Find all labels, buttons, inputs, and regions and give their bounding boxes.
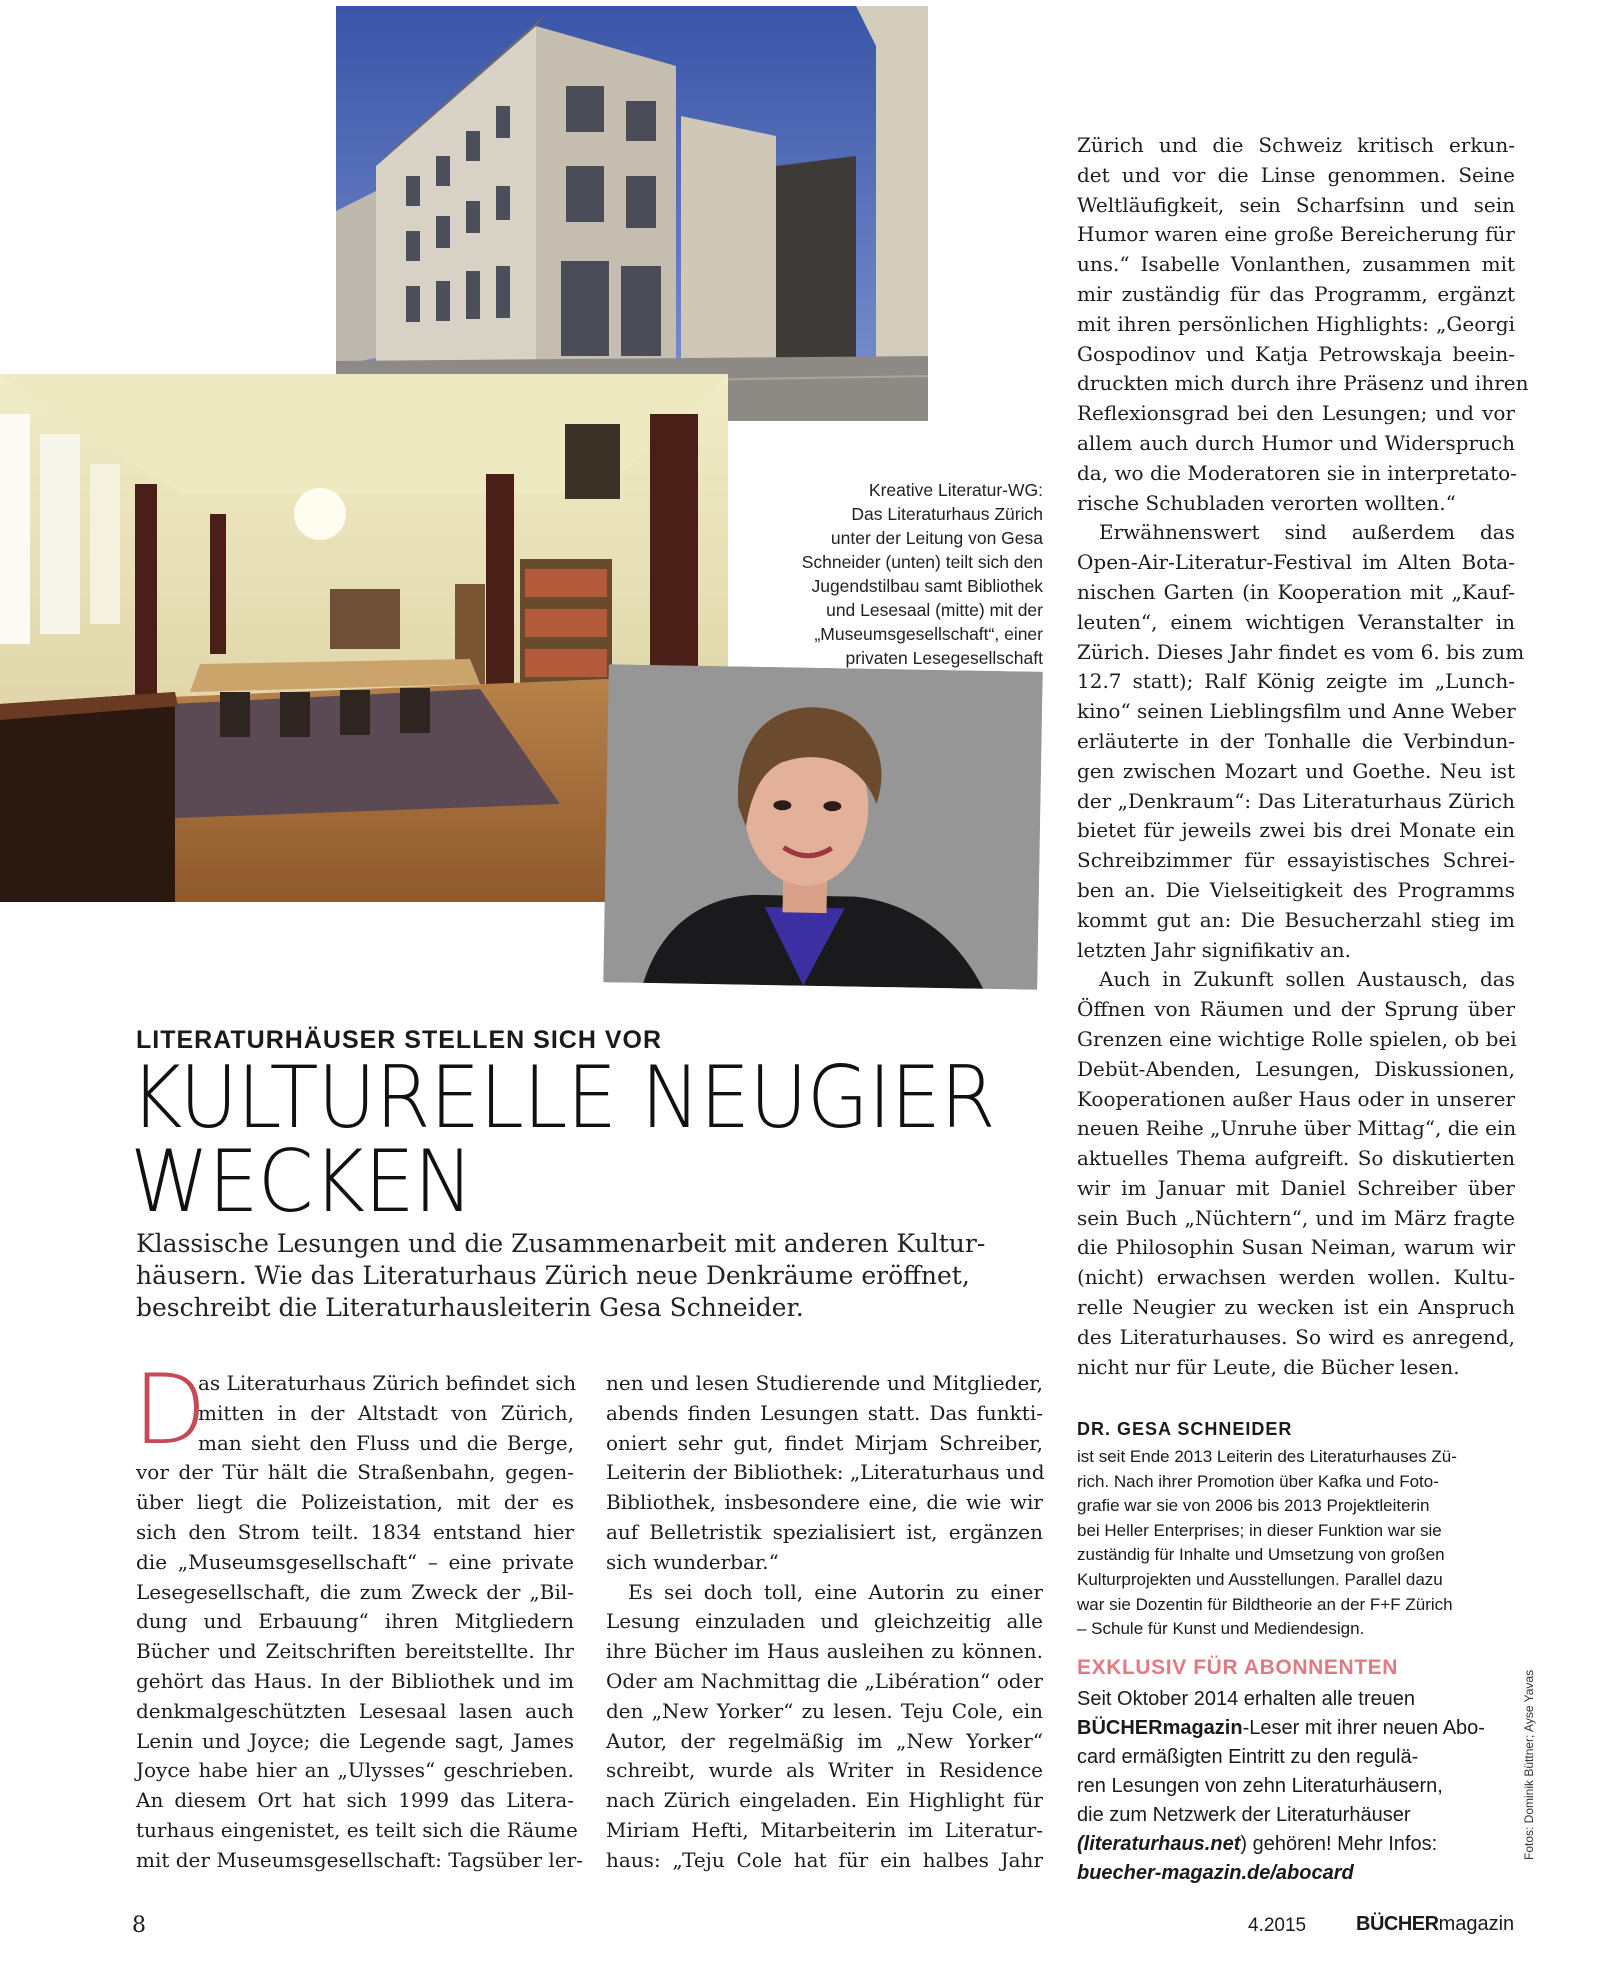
text-line: relle Neugier zu wecken ist ein Anspruch bbox=[1077, 1295, 1515, 1320]
text-line: da, wo die Moderatoren sie in interpretato- bbox=[1077, 460, 1517, 485]
text-line: kino“ seinen Lieblingsfilm und Anne Weber bbox=[1077, 699, 1516, 724]
text-line: uns.“ Isabelle Vonlanthen, zusammen mit bbox=[1077, 252, 1515, 277]
drop-cap: D bbox=[133, 1354, 207, 1466]
text-line: Bücher und Zeitschriften bereitstellte. Ihr bbox=[136, 1639, 574, 1664]
text-line: erläuterte in der Tonhalle die Verbindun- bbox=[1077, 728, 1515, 753]
text-line: Humor waren eine große Bereicherung für bbox=[1077, 222, 1515, 247]
text-line: ben an. Die Vielseitigkeit des Programms bbox=[1077, 877, 1515, 902]
text-line: Lesung einzuladen und gleichzeitig alle bbox=[606, 1609, 1043, 1634]
text-line: gehört das Haus. In der Bibliothek und im bbox=[136, 1668, 574, 1693]
page-number: 8 bbox=[132, 1913, 146, 1938]
logo-bold: BÜCHER bbox=[1356, 1913, 1439, 1935]
text-line: Leiterin der Bibliothek: „Literaturhaus und bbox=[606, 1460, 1045, 1485]
subscriber-line-rest: ) gehören! Mehr Infos: bbox=[1240, 1833, 1438, 1855]
portrait-photo bbox=[603, 664, 1042, 990]
subscriber-line: ren Lesungen von zehn Literaturhäusern, bbox=[1077, 1775, 1443, 1797]
bio-line: ist seit Ende 2013 Leiterin des Literaturhauses Zü- bbox=[1077, 1447, 1457, 1466]
text-line: Zürich und die Schweiz kritisch erkun- bbox=[1077, 133, 1515, 157]
lede-line: Klassische Lesungen und die Zusammenarbeit mit anderen Kultur- bbox=[136, 1229, 986, 1258]
text-line: über liegt die Polizeistation, mit der es bbox=[136, 1490, 574, 1515]
subscriber-line bbox=[1077, 1830, 1517, 1859]
text-line: mit der Museumsgesellschaft: Tagsüber ler- bbox=[136, 1847, 583, 1872]
text-line: neuen Reihe „Unruhe über Mittag“, die ein bbox=[1077, 1116, 1517, 1141]
text-line: wir im Januar mit Daniel Schreiber über bbox=[1077, 1175, 1515, 1200]
text-line: Öffnen von Räumen und der Sprung über bbox=[1077, 997, 1515, 1022]
text-line: 12.7 statt); Ralf König zeigte im „Lunch- bbox=[1077, 669, 1515, 694]
text-line: Joyce habe hier an „Ulysses“ geschrieben. bbox=[136, 1758, 574, 1783]
article-lede bbox=[136, 1228, 986, 1324]
abocard-link[interactable]: buecher-magazin.de/abocard bbox=[1077, 1862, 1354, 1884]
text-line: mir zuständig für das Programm, ergänzt bbox=[1077, 281, 1515, 306]
lede-line: häusern. Wie das Literaturhaus Zürich neue Denkräume eröffnet, bbox=[136, 1261, 970, 1290]
text-line: auf Belletristik spezialisiert ist, ergänzen bbox=[606, 1519, 1043, 1544]
text-line: Lesegesellschaft, die zum Zweck der „Bil- bbox=[136, 1579, 574, 1604]
literaturhaus-link[interactable]: (literaturhaus.net bbox=[1077, 1833, 1241, 1855]
text-line: Lenin und Joyce; die Legende sagt, James bbox=[136, 1728, 574, 1753]
text-line: nicht nur für Leute, die Bücher lesen. bbox=[1077, 1354, 1460, 1379]
subscriber-line-rest: -Leser mit ihrer neuen Abo- bbox=[1242, 1717, 1485, 1739]
issue-number: 4.2015 bbox=[1248, 1915, 1307, 1936]
text-line: mit ihren persönlichen Highlights: „Georgi bbox=[1077, 311, 1515, 336]
text-line: det und vor die Linse genommen. Seine bbox=[1077, 162, 1515, 187]
text-line: Debüt-Abenden, Lesungen, Diskussionen, bbox=[1077, 1056, 1515, 1081]
text-line: leuten“, einem wichtigen Veranstalter in bbox=[1077, 609, 1515, 634]
text-line: denkmalgeschützten Lesesaal lasen auch bbox=[136, 1698, 574, 1723]
text-line: der „Denkraum“: Das Literaturhaus Zürich bbox=[1077, 788, 1515, 813]
lede-line: beschreibt die Literaturhausleiterin Gesa Schneider. bbox=[136, 1293, 804, 1322]
text-line: Gospodinov und Katja Petrowskaja beein- bbox=[1077, 341, 1515, 366]
text-line: sich wunderbar.“ bbox=[606, 1549, 779, 1574]
text-line: Grenzen eine wichtige Rolle spielen, ob bei bbox=[1077, 1026, 1517, 1051]
caption-line: Kreative Literatur-WG: bbox=[868, 480, 1043, 500]
subscriber-line: Seit Oktober 2014 erhalten alle treuen bbox=[1077, 1688, 1415, 1710]
magazine-logo bbox=[1356, 1913, 1514, 1936]
author-name: DR. GESA SCHNEIDER bbox=[1077, 1419, 1293, 1439]
text-line: Schreibzimmer für essayistisches Schrei- bbox=[1077, 848, 1515, 873]
brand-name-rest: magazin bbox=[1162, 1717, 1243, 1739]
text-line: Weltläufigkeit, sein Scharfsinn und sein bbox=[1077, 192, 1515, 217]
text-line: turhaus eingenistet, es teilt sich die Räume bbox=[136, 1817, 578, 1842]
text-line: die Philosophin Susan Neiman, warum wir bbox=[1077, 1235, 1515, 1260]
text-line: Miriam Hefti, Mitarbeiterin im Literatur- bbox=[606, 1817, 1043, 1842]
text-line: abends finden Lesungen statt. Das funkti- bbox=[606, 1400, 1043, 1425]
text-line: Kooperationen außer Haus oder in unserer bbox=[1077, 1086, 1515, 1111]
title-line: WECKEN bbox=[130, 1132, 473, 1232]
bio-line: rich. Nach ihrer Promotion über Kafka und Foto- bbox=[1077, 1471, 1439, 1491]
text-line: vor der Tür hält die Straßenbahn, gegen- bbox=[136, 1460, 574, 1485]
caption-line: Jugendstilbau samt Bibliothek bbox=[811, 576, 1043, 596]
bio-line: – Schule für Kunst und Mediendesign. bbox=[1077, 1619, 1365, 1639]
bio-line: Kulturprojekten und Ausstellungen. Parallel dazu bbox=[1077, 1569, 1443, 1589]
text-line: des Literaturhauses. So wird es anregend, bbox=[1077, 1324, 1515, 1349]
body-column-3 bbox=[1077, 131, 1529, 1382]
text-line: letzten Jahr signifikativ an. bbox=[1077, 937, 1352, 962]
text-line: kommt gut an: Die Besucherzahl stieg im bbox=[1077, 907, 1515, 932]
text-line: haus: „Teju Cole hat für ein halbes Jahr bbox=[606, 1847, 1043, 1872]
text-line: sein Buch „Nüchtern“, und im März fragte bbox=[1077, 1205, 1515, 1230]
text-line: (nicht) erwachsen werden wollen. Kultu- bbox=[1077, 1265, 1515, 1290]
text-line: man sieht den Fluss und die Berge, bbox=[198, 1430, 574, 1455]
building-photo bbox=[336, 6, 928, 421]
text-line: den „New Yorker“ zu lesen. Teju Cole, ein bbox=[606, 1698, 1043, 1723]
text-line: druckten mich durch ihre Präsenz und ihren bbox=[1077, 371, 1529, 396]
article-title bbox=[130, 1048, 995, 1232]
text-line: dung und Erbauung“ ihren Mitgliedern bbox=[136, 1609, 574, 1634]
caption-line: Das Literaturhaus Zürich bbox=[851, 504, 1043, 524]
text-line: sich den Strom teilt. 1834 entstand hier bbox=[136, 1519, 574, 1544]
subscriber-line: card ermäßigten Eintritt zu den regulä- bbox=[1077, 1746, 1419, 1768]
subscriber-line bbox=[1077, 1714, 1517, 1743]
text-line: nischen Garten (in Kooperation mit „Kauf- bbox=[1077, 579, 1515, 604]
bio-line: war sie Dozentin für Bildtheorie an der F+F Zürich bbox=[1077, 1594, 1453, 1614]
brand-name-bold: BÜCHER bbox=[1077, 1717, 1163, 1739]
text-line: Autor, der regelmäßig im „New Yorker“ bbox=[606, 1728, 1043, 1753]
body-column-1 bbox=[136, 1369, 583, 1876]
text-line: Open-Air-Literatur-Festival im Alten Bota- bbox=[1077, 550, 1515, 575]
text-line: An diesem Ort hat sich 1999 das Litera- bbox=[136, 1788, 574, 1813]
text-line: Auch in Zukunft sollen Austausch, das bbox=[1099, 967, 1515, 992]
title-line: KULTURELLE NEUGIER bbox=[130, 1048, 995, 1148]
text-line: Erwähnenswert sind außerdem das bbox=[1099, 520, 1515, 545]
subscriber-heading: EXKLUSIV FÜR ABONNENTEN bbox=[1077, 1656, 1399, 1679]
caption-line: „Museumsgesellschaft“, einer bbox=[814, 624, 1043, 644]
text-line: aktuelles Thema aufgreift. So diskutierten bbox=[1077, 1146, 1515, 1171]
text-line: oniert sehr gut, findet Mirjam Schreiber, bbox=[606, 1430, 1043, 1455]
subscriber-line bbox=[1077, 1859, 1517, 1888]
text-line: ihre Bücher im Haus ausleihen zu können. bbox=[606, 1639, 1043, 1664]
text-line: die „Museumsgesellschaft“ – eine private bbox=[136, 1549, 574, 1574]
photo-caption bbox=[760, 478, 1043, 670]
section-kicker: LITERATURHÄUSER STELLEN SICH VOR bbox=[136, 1026, 662, 1054]
body-column-2 bbox=[606, 1369, 1043, 1876]
photo-credit: Fotos: Dominik Büttner; Ayse Yavas bbox=[1522, 1669, 1536, 1860]
bio-line: zuständig für Inhalte und Umsetzung von großen bbox=[1077, 1545, 1445, 1565]
logo-rest: magazin bbox=[1438, 1913, 1515, 1935]
text-line: mitten in der Altstadt von Zürich, bbox=[198, 1400, 574, 1425]
text-line: allem auch durch Humor und Widerspruch bbox=[1077, 430, 1515, 455]
text-line: nen und lesen Studierende und Mitglieder, bbox=[606, 1371, 1043, 1395]
caption-line: privaten Lesegesellschaft bbox=[845, 648, 1043, 668]
caption-line: unter der Leitung von Gesa bbox=[830, 528, 1043, 548]
text-line: Oder am Nachmittag die „Libération“ oder bbox=[606, 1668, 1043, 1693]
bio-line: bei Heller Enterprises; in dieser Funktion war sie bbox=[1077, 1520, 1442, 1540]
text-line: rische Schubladen verorten wollten.“ bbox=[1077, 490, 1456, 515]
subscriber-text bbox=[1077, 1685, 1517, 1888]
subscriber-line: die zum Netzwerk der Literaturhäuser bbox=[1077, 1804, 1411, 1826]
author-bio bbox=[1077, 1445, 1515, 1642]
text-line: Bibliothek, insbesondere eine, die wie wir bbox=[606, 1490, 1043, 1515]
text-line: Reflexionsgrad bei den Lesungen; und vor bbox=[1077, 401, 1515, 426]
text-line: as Literaturhaus Zürich befindet sich bbox=[198, 1371, 577, 1395]
caption-line: und Lesesaal (mitte) mit der bbox=[826, 600, 1043, 620]
text-line: schreibt, wurde als Writer in Residence bbox=[606, 1758, 1043, 1783]
caption-line: Schneider (unten) teilt sich den bbox=[801, 552, 1043, 572]
text-line: nach Zürich eingeladen. Ein Highlight für bbox=[606, 1788, 1043, 1813]
text-line: Es sei doch toll, eine Autorin zu einer bbox=[628, 1579, 1043, 1604]
text-line: bietet für jeweils zwei bis drei Monate ein bbox=[1077, 818, 1515, 843]
text-line: Zürich. Dieses Jahr findet es vom 6. bis zum bbox=[1077, 639, 1525, 664]
text-line: gen zwischen Mozart und Goethe. Neu ist bbox=[1077, 758, 1515, 783]
bio-line: grafie war sie von 2006 bis 2013 Projektleiterin bbox=[1077, 1496, 1430, 1516]
